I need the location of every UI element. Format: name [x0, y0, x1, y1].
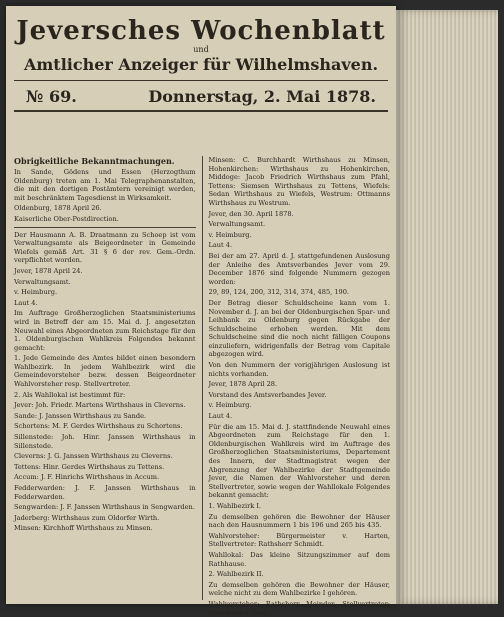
issue-date: Donnerstag, 2. Mai 1878.: [148, 87, 376, 106]
paragraph: Der Hausmann A. B. Draatmann zu Schoep ist vom Verwaltungsamte als Beigeordneter in Gemeinde Wiefels gemäß Art. 31 § 6 der rev. Gem.-Ordn. verpflichtet worden.: [14, 230, 196, 265]
left-column: [14, 156, 196, 600]
paragraph: 2. Wahlbezirk II.: [208, 570, 264, 579]
paragraph: Im Auftrage Großherzoglichen Staatsministeriums wird in Betreff der am 15. Mai d. J. angesetzten Neuwahl eines Abgeordneten zum Reichstage für den 1. Oldenburgischen Wahlkreis Folgendes bekannt gemacht:: [14, 309, 196, 352]
centered-line: Verwaltungsamt.: [14, 277, 71, 286]
paragraph: 2. Als Wahllokal ist bestimmt für:: [14, 390, 126, 399]
centered-line: Vorstand des Amtsverbandes Jever.: [208, 390, 327, 399]
signature-line: v. Heimburg.: [208, 401, 252, 410]
paragraph: Sillenstede: Joh. Hinr. Janssen Wirthshaus in Sillenstede.: [14, 433, 196, 450]
columns: [14, 156, 390, 617]
centered-line: Kaiserliche Ober-Postdirection.: [14, 214, 119, 223]
centered-line: Laut 4.: [208, 241, 233, 250]
centered-line: Verwaltungsamt.: [208, 220, 266, 229]
column-divider: [202, 156, 203, 600]
paragraph: Minsen: Kirchhoff Wirthshaus zu Minsen.: [14, 524, 153, 533]
centered-line: Laut 4.: [14, 298, 38, 307]
title-connector: und: [193, 45, 209, 54]
paragraph: Minsen: C. Burchhardt Wirthshaus zu Minsen, Hohenkirchen: Wirthshaus zu Hohenkirchen, Middoge: Jacob Friedrich Wirthshaus zum Pfahl, Tettens: Siemsen Wirthshaus zu Tettens, Wiefels: Sedan Wirthshaus zu Wiefels, Westrum: Ottmanns Wirthshaus zu Westrum.: [208, 156, 390, 207]
paragraph: Accum: J. F. Hinrichs Wirthshaus in Accum.: [14, 473, 160, 482]
signature-line: Jever, den 30. April 1878.: [208, 209, 294, 218]
right-column: [208, 156, 391, 617]
signature-line: v. Heimburg.: [208, 230, 252, 239]
paragraph: Tettens: Hinr. Gerdes Wirthshaus zu Tettens.: [14, 462, 165, 471]
paragraph: 1. Wahlbezirk I.: [208, 501, 262, 510]
paragraph: In Sande, Gödens und Essen (Herzogthum Oldenburg) treten am 1. Mai Telegraphenanstalten, die mit den dortigen Postämtern vereinigt werden, mit beschränktem Tagesdienst in Wirksamkeit.: [14, 168, 196, 202]
signature-line: Oldenburg, 1878 April 26.: [14, 204, 102, 213]
masthead: [6, 6, 396, 76]
paragraph: Fedderwarden: J. F. Janssen Wirthshaus in Fedderwarden.: [14, 484, 196, 501]
newspaper-page: [6, 6, 396, 617]
signature-line: Jever, 1878 April 24.: [14, 266, 83, 275]
signature-line: v. Heimburg.: [14, 288, 58, 297]
paragraph: Bei der am 27. April d. J. stattgefundenen Auslosung der Anleihe des Amtsverbandes Jever vom 29. December 1876 sind folgende Nummern gezogen worden:: [208, 251, 390, 286]
dateline: [14, 80, 388, 112]
paragraph: Sande: J. Janssen Wirthshaus zu Sande.: [14, 411, 147, 420]
paragraph: Wahlvorsteher: Rathsherr Meinder, Stellvertreter: Rathsherr v. Glan.: [208, 599, 390, 617]
paragraph: Jaderberg: Wirthshaus zum Oldorfer Wirth.: [14, 513, 160, 522]
newspaper-title: Jeversches Wochenblatt: [16, 16, 386, 46]
paragraph: 1. Jede Gemeinde des Amtes bildet einen besondern Wahlbezirk. In jedem Wahlbezirk wird die Gemeindevorsteher bezw. dessen Beigeordneter Wahlvorsteher resp. Stellvertreter.: [14, 354, 196, 389]
paragraph: Wahlvorsteher: Bürgermeister v. Harten, Stellvertreter: Rathsherr Schmidt.: [208, 531, 390, 549]
centered-line: Laut 4.: [208, 412, 233, 421]
issue-number: № 69.: [26, 87, 77, 106]
paragraph: Von den Nummern der vorigjährigen Auslosung ist nichts vorhanden.: [208, 361, 390, 378]
paragraph: Zu demselben gehören die Bewohner der Häuser nach den Hausnummern 1 bis 196 und 265 bis 435.: [208, 512, 390, 530]
paragraph: Wahllokal: Das kleine Sitzungszimmer auf dem Rathhause.: [208, 550, 390, 568]
centered-line: 29, 89, 124, 200, 312, 314, 374, 485, 190.: [208, 288, 350, 297]
paragraph: Schortens: M. F. Gerdes Wirthshaus zu Schortens.: [14, 422, 183, 431]
section-heading: Obrigkeitliche Bekanntmachungen.: [14, 156, 175, 166]
paragraph: Für die am 15. Mai d. J. stattfindende Neuwahl eines Abgeordneten zum Reichstage für den 1. Oldenburgischen Wahlkreis wird im Auftrage des Großherzoglichen Staatsministeriums, Departement des Innern, der Stadtmagistrat wegen der Abgrenzung der Wahlbezirke der Stadtgemeinde Jever, die Namen der Wahlvorsteher und deren Stellvertreter, sowie wegen der Wahllokale Folgendes bekannt gemacht:: [208, 422, 390, 500]
paragraph: Zu demselben gehören die Bewohner der Häuser, welche nicht zu dem Wahlbezirke I gehören.: [208, 580, 390, 598]
section-rule: [14, 227, 196, 228]
paragraph: Sengwarden: J. F. Janssen Wirthshaus in Sengwarden.: [14, 503, 195, 512]
newspaper-subtitle: Amtlicher Anzeiger für Wilhelmshaven.: [23, 55, 379, 74]
signature-line: Jever, 1878 April 28.: [208, 380, 278, 389]
paragraph: Jever: Joh. Friedr. Martens Wirthshaus in Cleverns.: [14, 401, 186, 410]
page-edges: [396, 10, 498, 604]
paragraph: Der Betrag dieser Schuldscheine kann vom 1. November d. J. an bei der Oldenburgischen Spar- und Leihbank zu Oldenburg gegen Rückgabe der Schuldscheine erhoben werden. Mit dem Schuldscheine sind die noch nicht fälligen Coupons einzuliefern, widrigenfalls der Betrag vom Capitale abgezogen wird.: [208, 298, 390, 359]
paragraph: Cleverns: J. G. Janssen Wirthshaus zu Cleverns.: [14, 452, 173, 461]
